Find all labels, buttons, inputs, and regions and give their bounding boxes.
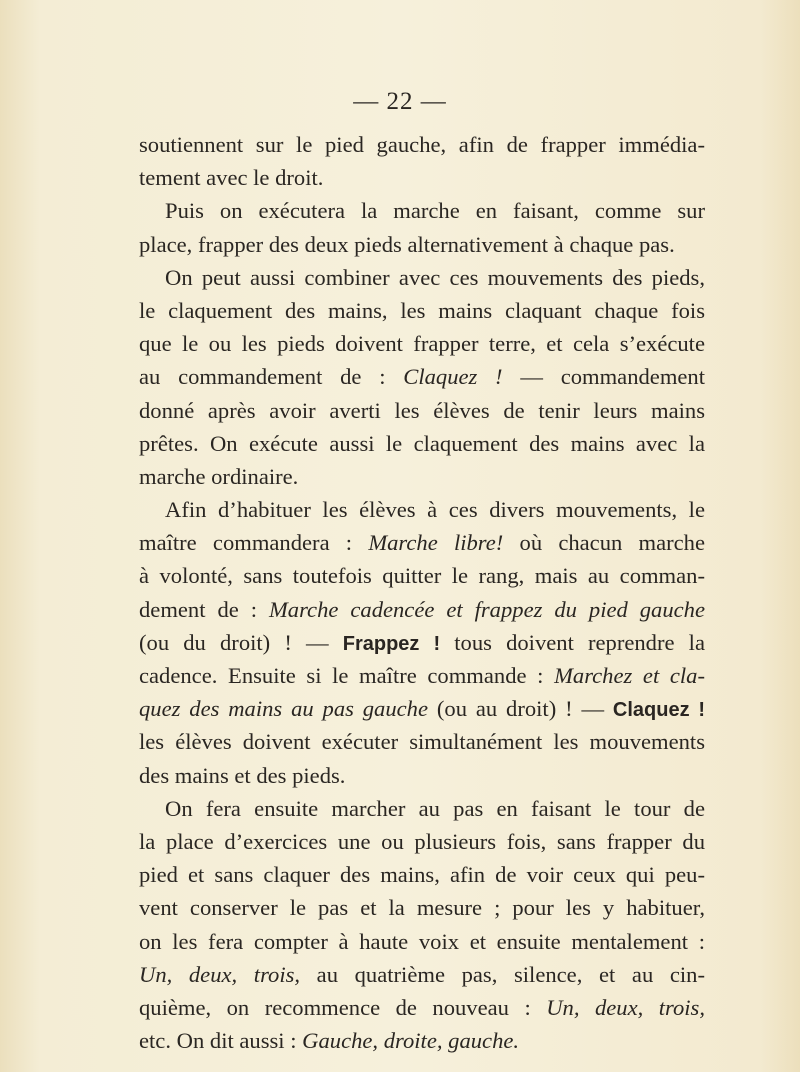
- text-segment: tement avec le droit.: [139, 165, 324, 191]
- text-line: [139, 261, 705, 294]
- text-segment: vent conserver le pas et la mesure ; pour les y habituer,: [139, 895, 705, 921]
- text-segment: (ou au droit) ! —: [428, 696, 613, 722]
- text-segment: dement de :: [139, 596, 269, 622]
- command-word: Claquez !: [612, 699, 705, 722]
- text-segment: On fera ensuite marcher au pas en faisant le tour de: [165, 795, 705, 821]
- text-segment: tous doivent reprendre la: [440, 629, 705, 655]
- text-segment: la place d’exercices une ou plusieurs fois, sans frapper du: [139, 828, 705, 854]
- text-segment: quième, on recommence de nouveau :: [139, 994, 547, 1020]
- text-segment: etc. On dit aussi :: [139, 1028, 303, 1054]
- text-line: [139, 792, 705, 825]
- text-line: [139, 327, 705, 360]
- text-line: [139, 626, 705, 659]
- text-segment: donné après avoir averti les élèves de tenir leurs mains: [139, 397, 705, 423]
- text-line: [139, 460, 705, 493]
- text-line: [139, 725, 705, 758]
- text-line: [139, 692, 705, 725]
- text-line: [139, 958, 705, 991]
- text-segment: les élèves doivent exécuter simultanément les mouvements: [139, 729, 705, 755]
- text-segment: marche ordinaire.: [139, 463, 299, 489]
- italic-phrase: Un, deux, trois,: [546, 994, 705, 1020]
- text-line: [139, 659, 705, 692]
- text-segment: cadence. Ensuite si le maître commande :: [139, 663, 555, 688]
- text-segment: au quatrième pas, silence, et au cin-: [300, 961, 705, 987]
- text-line: [139, 526, 705, 559]
- text-segment: pied et sans claquer des mains, afin de voir ceux qui peu-: [139, 862, 705, 888]
- text-line: [139, 294, 705, 327]
- text-segment: maître commandera :: [139, 530, 369, 556]
- text-segment: à volonté, sans toutefois quitter le rang, mais au comman-: [139, 563, 705, 589]
- text-line: [139, 394, 705, 427]
- text-segment: le claquement des mains, les mains claquant chaque fois: [139, 297, 705, 323]
- text-line: [139, 759, 705, 792]
- italic-phrase: Marche libre!: [368, 530, 504, 556]
- italic-phrase: Gauche, droite, gauche.: [302, 1028, 520, 1054]
- text-line: [139, 593, 705, 626]
- text-segment: où chacun marche: [503, 530, 706, 556]
- text-segment: Afin d’habituer les élèves à ces divers mouvements, le: [165, 497, 705, 523]
- text-segment: on les fera compter à haute voix et ensuite mentalement :: [139, 928, 705, 954]
- text-line: [139, 228, 705, 261]
- text-segment: soutiennent sur le pied gauche, afin de frapper immédia-: [139, 132, 705, 157]
- italic-phrase: Marche cadencée et frappez du pied gauche: [268, 596, 705, 622]
- body-text: [139, 128, 705, 1057]
- italic-phrase: Marchez et cla-: [554, 663, 705, 688]
- text-segment: (ou du droit) ! —: [139, 629, 343, 655]
- text-segment: des mains et des pieds.: [139, 762, 346, 788]
- italic-phrase: Un, deux, trois,: [139, 961, 301, 987]
- text-line: [139, 891, 705, 924]
- text-line: [139, 427, 705, 460]
- text-segment: — commandement: [502, 364, 705, 390]
- text-line: [139, 858, 705, 891]
- page-number: — 22 —: [353, 88, 447, 115]
- italic-phrase: Claquez !: [403, 364, 503, 390]
- text-segment: Puis on exécutera la marche en faisant, comme sur: [165, 198, 705, 224]
- italic-phrase: quez des mains au pas gauche: [139, 696, 429, 722]
- text-segment: On peut aussi combiner avec ces mouvements des pieds,: [165, 264, 705, 290]
- text-segment: place, frapper des deux pieds alternativement à chaque pas.: [139, 231, 675, 257]
- text-segment: au commandement de :: [139, 364, 404, 390]
- text-line: [139, 194, 705, 227]
- text-line: [139, 161, 705, 194]
- text-line: [139, 1024, 705, 1057]
- text-line: [139, 925, 705, 958]
- text-line: [139, 559, 705, 592]
- text-segment: que le ou les pieds doivent frapper terre, et cela s’exécute: [139, 331, 705, 357]
- text-line: [139, 128, 705, 161]
- text-line: [139, 493, 705, 526]
- text-line: [139, 825, 705, 858]
- text-line: [139, 360, 705, 393]
- text-line: [139, 991, 705, 1024]
- command-word: Frappez !: [342, 632, 441, 655]
- text-segment: prêtes. On exécute aussi le claquement des mains avec la: [139, 430, 705, 456]
